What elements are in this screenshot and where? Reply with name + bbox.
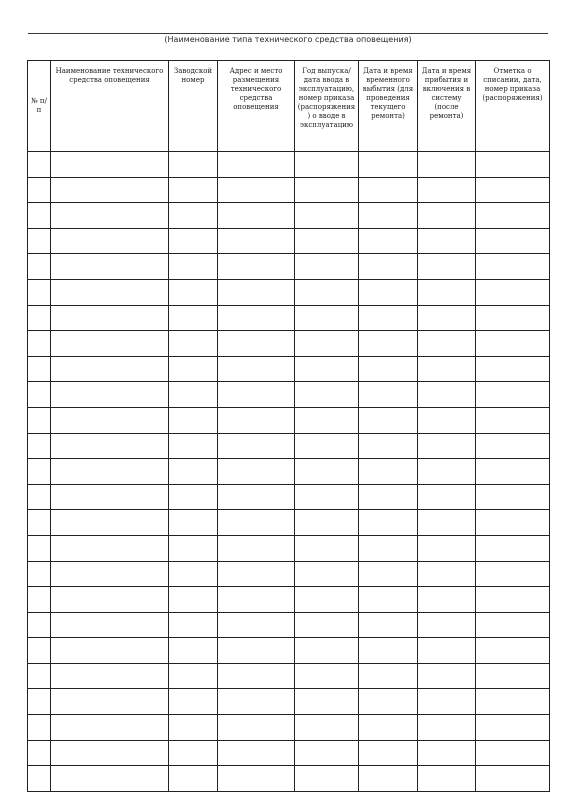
table-cell[interactable] xyxy=(295,177,359,203)
table-cell[interactable] xyxy=(295,407,359,433)
table-cell[interactable] xyxy=(28,177,51,203)
table-cell[interactable] xyxy=(418,612,476,638)
table-cell[interactable] xyxy=(476,331,550,357)
table-cell[interactable] xyxy=(169,152,218,178)
table-cell[interactable] xyxy=(51,356,169,382)
table-row xyxy=(28,535,550,561)
table-cell[interactable] xyxy=(169,279,218,305)
table-cell[interactable] xyxy=(359,228,418,254)
table-cell[interactable] xyxy=(218,638,295,664)
table-cell[interactable] xyxy=(359,305,418,331)
table-cell[interactable] xyxy=(51,459,169,485)
table-cell[interactable] xyxy=(51,203,169,229)
table-cell[interactable] xyxy=(51,279,169,305)
table-cell[interactable] xyxy=(476,459,550,485)
table-cell[interactable] xyxy=(28,561,51,587)
table-cell[interactable] xyxy=(418,740,476,766)
table-cell[interactable] xyxy=(476,203,550,229)
table-row xyxy=(28,663,550,689)
table-cell[interactable] xyxy=(169,484,218,510)
table-row xyxy=(28,561,550,587)
table-cell[interactable] xyxy=(51,663,169,689)
table-cell[interactable] xyxy=(418,587,476,613)
table-cell[interactable] xyxy=(295,612,359,638)
table-cell[interactable] xyxy=(418,279,476,305)
table-cell[interactable] xyxy=(218,535,295,561)
table-cell[interactable] xyxy=(418,203,476,229)
table-cell[interactable] xyxy=(476,510,550,536)
table-cell[interactable] xyxy=(169,663,218,689)
table-cell[interactable] xyxy=(51,766,169,792)
header-cell-return-date: Дата и время прибытия и включения в систему (после ремонта) xyxy=(418,61,476,152)
table-cell[interactable] xyxy=(169,740,218,766)
table-cell[interactable] xyxy=(169,638,218,664)
table-cell[interactable] xyxy=(476,433,550,459)
table-cell[interactable] xyxy=(169,587,218,613)
table-cell[interactable] xyxy=(28,203,51,229)
table-cell[interactable] xyxy=(418,535,476,561)
table-cell[interactable] xyxy=(476,152,550,178)
table-cell[interactable] xyxy=(295,740,359,766)
table-cell[interactable] xyxy=(359,663,418,689)
table-row xyxy=(28,254,550,280)
table-cell[interactable] xyxy=(418,638,476,664)
table-cell[interactable] xyxy=(28,587,51,613)
table-cell[interactable] xyxy=(51,177,169,203)
table-cell[interactable] xyxy=(476,715,550,741)
table-cell[interactable] xyxy=(218,228,295,254)
table-row xyxy=(28,331,550,357)
table-cell[interactable] xyxy=(359,535,418,561)
table-cell[interactable] xyxy=(418,689,476,715)
table-cell[interactable] xyxy=(295,279,359,305)
table-row xyxy=(28,510,550,536)
table-cell[interactable] xyxy=(218,484,295,510)
table-cell[interactable] xyxy=(218,766,295,792)
table-cell[interactable] xyxy=(418,407,476,433)
table-cell[interactable] xyxy=(28,254,51,280)
table-cell[interactable] xyxy=(218,510,295,536)
table-cell[interactable] xyxy=(476,177,550,203)
table-cell[interactable] xyxy=(28,766,51,792)
table-cell[interactable] xyxy=(28,305,51,331)
table-cell[interactable] xyxy=(169,382,218,408)
table-cell[interactable] xyxy=(476,766,550,792)
form-caption: (Наименование типа технического средства оповещения) xyxy=(164,35,412,44)
table-cell[interactable] xyxy=(218,587,295,613)
table-cell[interactable] xyxy=(418,433,476,459)
table-cell[interactable] xyxy=(51,228,169,254)
table-cell[interactable] xyxy=(476,407,550,433)
table-cell[interactable] xyxy=(295,254,359,280)
table-cell[interactable] xyxy=(169,459,218,485)
table-cell[interactable] xyxy=(51,561,169,587)
table-cell[interactable] xyxy=(169,433,218,459)
table-cell[interactable] xyxy=(295,587,359,613)
table-cell[interactable] xyxy=(359,689,418,715)
table-cell[interactable] xyxy=(51,612,169,638)
table-cell[interactable] xyxy=(169,228,218,254)
table-cell[interactable] xyxy=(418,331,476,357)
table-cell[interactable] xyxy=(295,433,359,459)
table-cell[interactable] xyxy=(218,203,295,229)
table-cell[interactable] xyxy=(169,612,218,638)
table-cell[interactable] xyxy=(51,535,169,561)
table-cell[interactable] xyxy=(28,612,51,638)
table-row xyxy=(28,587,550,613)
table-row xyxy=(28,228,550,254)
table-cell[interactable] xyxy=(28,331,51,357)
table-cell[interactable] xyxy=(169,535,218,561)
table-cell[interactable] xyxy=(51,407,169,433)
table-cell[interactable] xyxy=(28,638,51,664)
header-cell-serial-number: Заводской номер xyxy=(169,61,218,152)
table-cell[interactable] xyxy=(418,561,476,587)
table-cell[interactable] xyxy=(476,740,550,766)
table-cell[interactable] xyxy=(418,510,476,536)
header-row xyxy=(28,61,550,152)
table-row xyxy=(28,152,550,178)
table-cell[interactable] xyxy=(218,407,295,433)
table-cell[interactable] xyxy=(295,561,359,587)
table-cell[interactable] xyxy=(28,484,51,510)
table-cell[interactable] xyxy=(28,279,51,305)
table-cell[interactable] xyxy=(418,715,476,741)
table-cell[interactable] xyxy=(169,407,218,433)
table-cell[interactable] xyxy=(359,279,418,305)
table-cell[interactable] xyxy=(28,663,51,689)
table-cell[interactable] xyxy=(295,689,359,715)
table-cell[interactable] xyxy=(218,715,295,741)
table-cell[interactable] xyxy=(295,484,359,510)
table-cell[interactable] xyxy=(418,152,476,178)
table-row xyxy=(28,433,550,459)
table-cell[interactable] xyxy=(51,510,169,536)
table-cell[interactable] xyxy=(218,279,295,305)
header-cell-number: № п/п xyxy=(28,61,51,152)
table-cell[interactable] xyxy=(418,382,476,408)
table-cell[interactable] xyxy=(359,331,418,357)
table-cell[interactable] xyxy=(476,535,550,561)
table-cell[interactable] xyxy=(359,612,418,638)
table-cell[interactable] xyxy=(476,561,550,587)
table-cell[interactable] xyxy=(169,331,218,357)
table-cell[interactable] xyxy=(359,740,418,766)
table-cell[interactable] xyxy=(51,715,169,741)
table-cell[interactable] xyxy=(418,254,476,280)
table-cell[interactable] xyxy=(418,356,476,382)
table-cell[interactable] xyxy=(295,356,359,382)
table-cell[interactable] xyxy=(359,356,418,382)
table-cell[interactable] xyxy=(28,715,51,741)
table-cell[interactable] xyxy=(169,305,218,331)
table-cell[interactable] xyxy=(51,689,169,715)
header-cell-commission-date: Год выпуска/ дата ввода в эксплуатацию, номер приказа (распоряжения) о вводе в эксплуатацию xyxy=(295,61,359,152)
table-cell[interactable] xyxy=(51,433,169,459)
table-cell[interactable] xyxy=(218,612,295,638)
table-cell[interactable] xyxy=(476,484,550,510)
table-cell[interactable] xyxy=(169,715,218,741)
table-row xyxy=(28,715,550,741)
table-row xyxy=(28,203,550,229)
table-cell[interactable] xyxy=(169,356,218,382)
table-cell[interactable] xyxy=(295,305,359,331)
table-cell[interactable] xyxy=(359,561,418,587)
table-cell[interactable] xyxy=(295,459,359,485)
table-cell[interactable] xyxy=(359,587,418,613)
table-row xyxy=(28,305,550,331)
table-cell[interactable] xyxy=(476,612,550,638)
table-cell[interactable] xyxy=(476,689,550,715)
table-cell[interactable] xyxy=(169,203,218,229)
table-cell[interactable] xyxy=(295,510,359,536)
table-cell[interactable] xyxy=(218,459,295,485)
table-cell[interactable] xyxy=(169,689,218,715)
table-cell[interactable] xyxy=(476,254,550,280)
table-cell[interactable] xyxy=(28,152,51,178)
table-cell[interactable] xyxy=(359,510,418,536)
table-cell[interactable] xyxy=(295,766,359,792)
table-cell[interactable] xyxy=(476,228,550,254)
table-row xyxy=(28,612,550,638)
table-cell[interactable] xyxy=(218,740,295,766)
table-cell[interactable] xyxy=(218,331,295,357)
table-cell[interactable] xyxy=(28,740,51,766)
table-cell[interactable] xyxy=(418,305,476,331)
table-cell[interactable] xyxy=(28,459,51,485)
table-row xyxy=(28,766,550,792)
table-cell[interactable] xyxy=(218,305,295,331)
table-cell[interactable] xyxy=(295,638,359,664)
table-cell[interactable] xyxy=(359,177,418,203)
table-cell[interactable] xyxy=(359,407,418,433)
header-cell-device-name: Наименование технического средства оповещения xyxy=(51,61,169,152)
table-row xyxy=(28,382,550,408)
table-cell[interactable] xyxy=(28,356,51,382)
table-cell[interactable] xyxy=(359,254,418,280)
table-cell[interactable] xyxy=(418,228,476,254)
table-cell[interactable] xyxy=(476,356,550,382)
table-cell[interactable] xyxy=(218,433,295,459)
header-cell-address: Адрес и место размещения технического средства оповещения xyxy=(218,61,295,152)
table-row xyxy=(28,459,550,485)
table-cell[interactable] xyxy=(418,459,476,485)
table-cell[interactable] xyxy=(28,407,51,433)
table-cell[interactable] xyxy=(295,152,359,178)
table-cell[interactable] xyxy=(51,484,169,510)
table-cell[interactable] xyxy=(476,638,550,664)
table-cell[interactable] xyxy=(295,715,359,741)
table-row xyxy=(28,689,550,715)
table-row xyxy=(28,177,550,203)
table-cell[interactable] xyxy=(295,382,359,408)
table-cell[interactable] xyxy=(476,587,550,613)
register-body xyxy=(28,152,550,792)
table-cell[interactable] xyxy=(418,663,476,689)
table-row xyxy=(28,638,550,664)
table-cell[interactable] xyxy=(295,535,359,561)
table-cell[interactable] xyxy=(295,331,359,357)
table-cell[interactable] xyxy=(359,152,418,178)
table-cell[interactable] xyxy=(476,663,550,689)
table-cell[interactable] xyxy=(359,203,418,229)
table-cell[interactable] xyxy=(28,382,51,408)
header-cell-write-off: Отметка о списании, дата, номер приказа (распоряжения) xyxy=(476,61,550,152)
table-cell[interactable] xyxy=(418,177,476,203)
table-cell[interactable] xyxy=(169,177,218,203)
table-cell[interactable] xyxy=(418,766,476,792)
table-row xyxy=(28,740,550,766)
table-cell[interactable] xyxy=(51,152,169,178)
table-row xyxy=(28,356,550,382)
table-cell[interactable] xyxy=(418,484,476,510)
table-cell[interactable] xyxy=(218,152,295,178)
table-row xyxy=(28,279,550,305)
table-row xyxy=(28,407,550,433)
table-cell[interactable] xyxy=(476,382,550,408)
table-row xyxy=(28,484,550,510)
table-cell[interactable] xyxy=(218,177,295,203)
table-cell[interactable] xyxy=(476,279,550,305)
table-cell[interactable] xyxy=(28,228,51,254)
table-cell[interactable] xyxy=(51,740,169,766)
table-cell[interactable] xyxy=(218,254,295,280)
table-cell[interactable] xyxy=(295,663,359,689)
table-cell[interactable] xyxy=(218,356,295,382)
table-cell[interactable] xyxy=(169,561,218,587)
table-cell[interactable] xyxy=(476,305,550,331)
table-cell[interactable] xyxy=(359,766,418,792)
table-cell[interactable] xyxy=(51,305,169,331)
table-cell[interactable] xyxy=(51,638,169,664)
table-cell[interactable] xyxy=(359,459,418,485)
table-cell[interactable] xyxy=(218,689,295,715)
table-cell[interactable] xyxy=(359,715,418,741)
table-cell[interactable] xyxy=(359,638,418,664)
header-cell-removal-date: Дата и время временного выбытия (для проведения текущего ремонта) xyxy=(359,61,418,152)
register-table xyxy=(27,60,550,792)
table-cell[interactable] xyxy=(169,766,218,792)
table-cell[interactable] xyxy=(169,510,218,536)
table-cell[interactable] xyxy=(295,228,359,254)
table-cell[interactable] xyxy=(218,382,295,408)
table-cell[interactable] xyxy=(28,535,51,561)
table-cell[interactable] xyxy=(218,561,295,587)
table-cell[interactable] xyxy=(169,254,218,280)
caption-underline xyxy=(28,33,548,34)
table-cell[interactable] xyxy=(295,203,359,229)
table-cell[interactable] xyxy=(51,254,169,280)
table-cell[interactable] xyxy=(218,663,295,689)
table-cell[interactable] xyxy=(51,382,169,408)
table-cell[interactable] xyxy=(51,331,169,357)
table-cell[interactable] xyxy=(28,689,51,715)
table-cell[interactable] xyxy=(359,382,418,408)
table-cell[interactable] xyxy=(359,484,418,510)
table-cell[interactable] xyxy=(28,510,51,536)
table-cell[interactable] xyxy=(359,433,418,459)
table-cell[interactable] xyxy=(28,433,51,459)
table-cell[interactable] xyxy=(51,587,169,613)
